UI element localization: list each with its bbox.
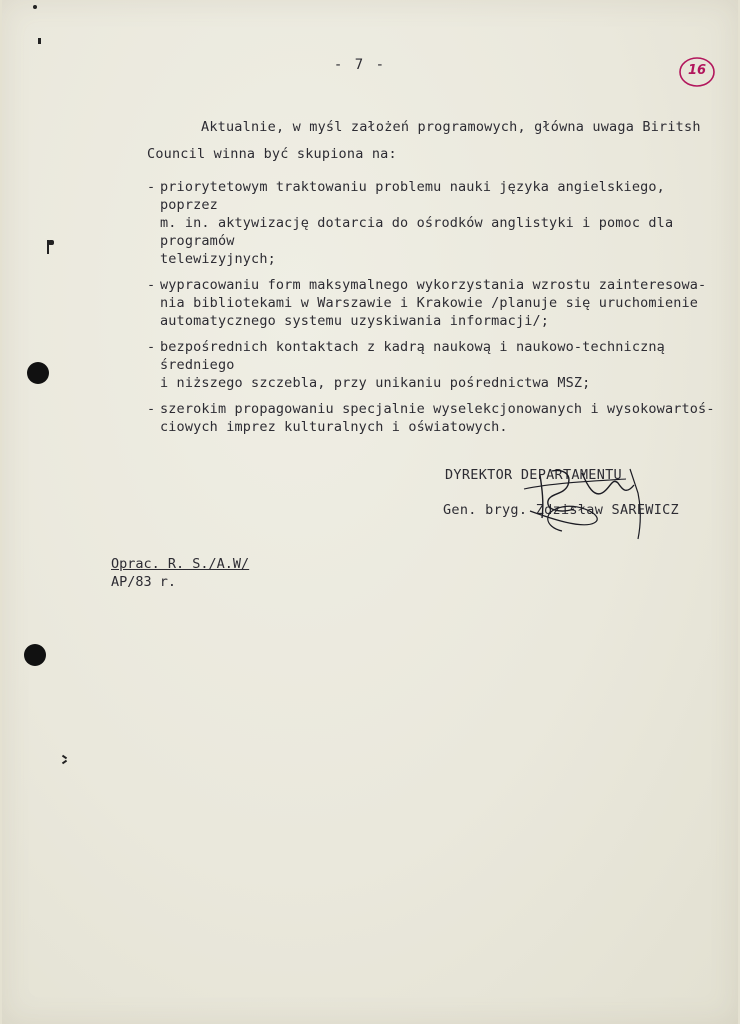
bullet-item <box>147 338 727 392</box>
bullet-dash: - <box>147 277 156 293</box>
signatory-title: DYREKTOR DEPARTAMENTU <box>445 467 622 483</box>
bullet-line: bezpośrednich kontaktach z kadrą naukową i naukowo-techniczną średniego <box>160 339 665 373</box>
bullet-line: priorytetowym traktowaniu problemu nauki języka angielskiego, poprzez <box>160 179 665 213</box>
bullet-list <box>147 178 727 444</box>
scan-speck <box>33 5 37 9</box>
bullet-line: nia bibliotekami w Warszawie i Krakowie /planuje się uruchomienie <box>160 295 699 311</box>
punch-hole-bottom <box>24 644 46 666</box>
prepared-by-initials: Oprac. R. S./A.W/ <box>111 556 250 572</box>
signatory-name: Gen. bryg. Zdzisław SAREWICZ <box>443 502 679 518</box>
bullet-line: wypracowaniu form maksymalnego wykorzystania wzrostu zainteresowa- <box>160 277 707 293</box>
scan-speck <box>62 760 67 765</box>
handwritten-signature <box>522 463 672 543</box>
bullet-dash: - <box>147 339 156 355</box>
punch-hole-top <box>27 362 49 384</box>
bullet-dash: - <box>147 401 156 417</box>
bullet-dash: - <box>147 179 156 195</box>
bullet-line: szerokim propagowaniu specjalnie wyselekcjonowanych i wysokowartoś- <box>160 401 715 417</box>
bullet-item <box>147 276 727 330</box>
scan-speck <box>38 38 41 44</box>
intro-line-2: Council winna być skupiona na: <box>147 146 397 162</box>
bullet-item <box>147 178 727 268</box>
bullet-line: i niższego szczebla, przy unikaniu pośrednictwa MSZ; <box>160 375 591 391</box>
bullet-line: telewizyjnych; <box>160 251 276 267</box>
prepared-by-reference: AP/83 r. <box>111 574 177 590</box>
document-page <box>2 0 738 1024</box>
intro-line-1: Aktualnie, w myśl założeń programowych, główna uwaga Biritsh <box>201 119 701 135</box>
archive-number-stamp <box>678 56 716 88</box>
page-number: - 7 - <box>333 57 387 73</box>
scan-speck <box>62 755 67 760</box>
archive-number: 16 <box>687 63 707 78</box>
scan-speck <box>48 240 54 245</box>
bullet-line: m. in. aktywizację dotarcia do ośrodków anglistyki i pomoc dla programów <box>160 215 674 249</box>
prepared-by-note <box>111 555 249 591</box>
bullet-line: ciowych imprez kulturalnych i oświatowych. <box>160 419 508 435</box>
bullet-line: automatycznego systemu uzyskiwania informacji/; <box>160 313 550 329</box>
bullet-item <box>147 400 727 436</box>
